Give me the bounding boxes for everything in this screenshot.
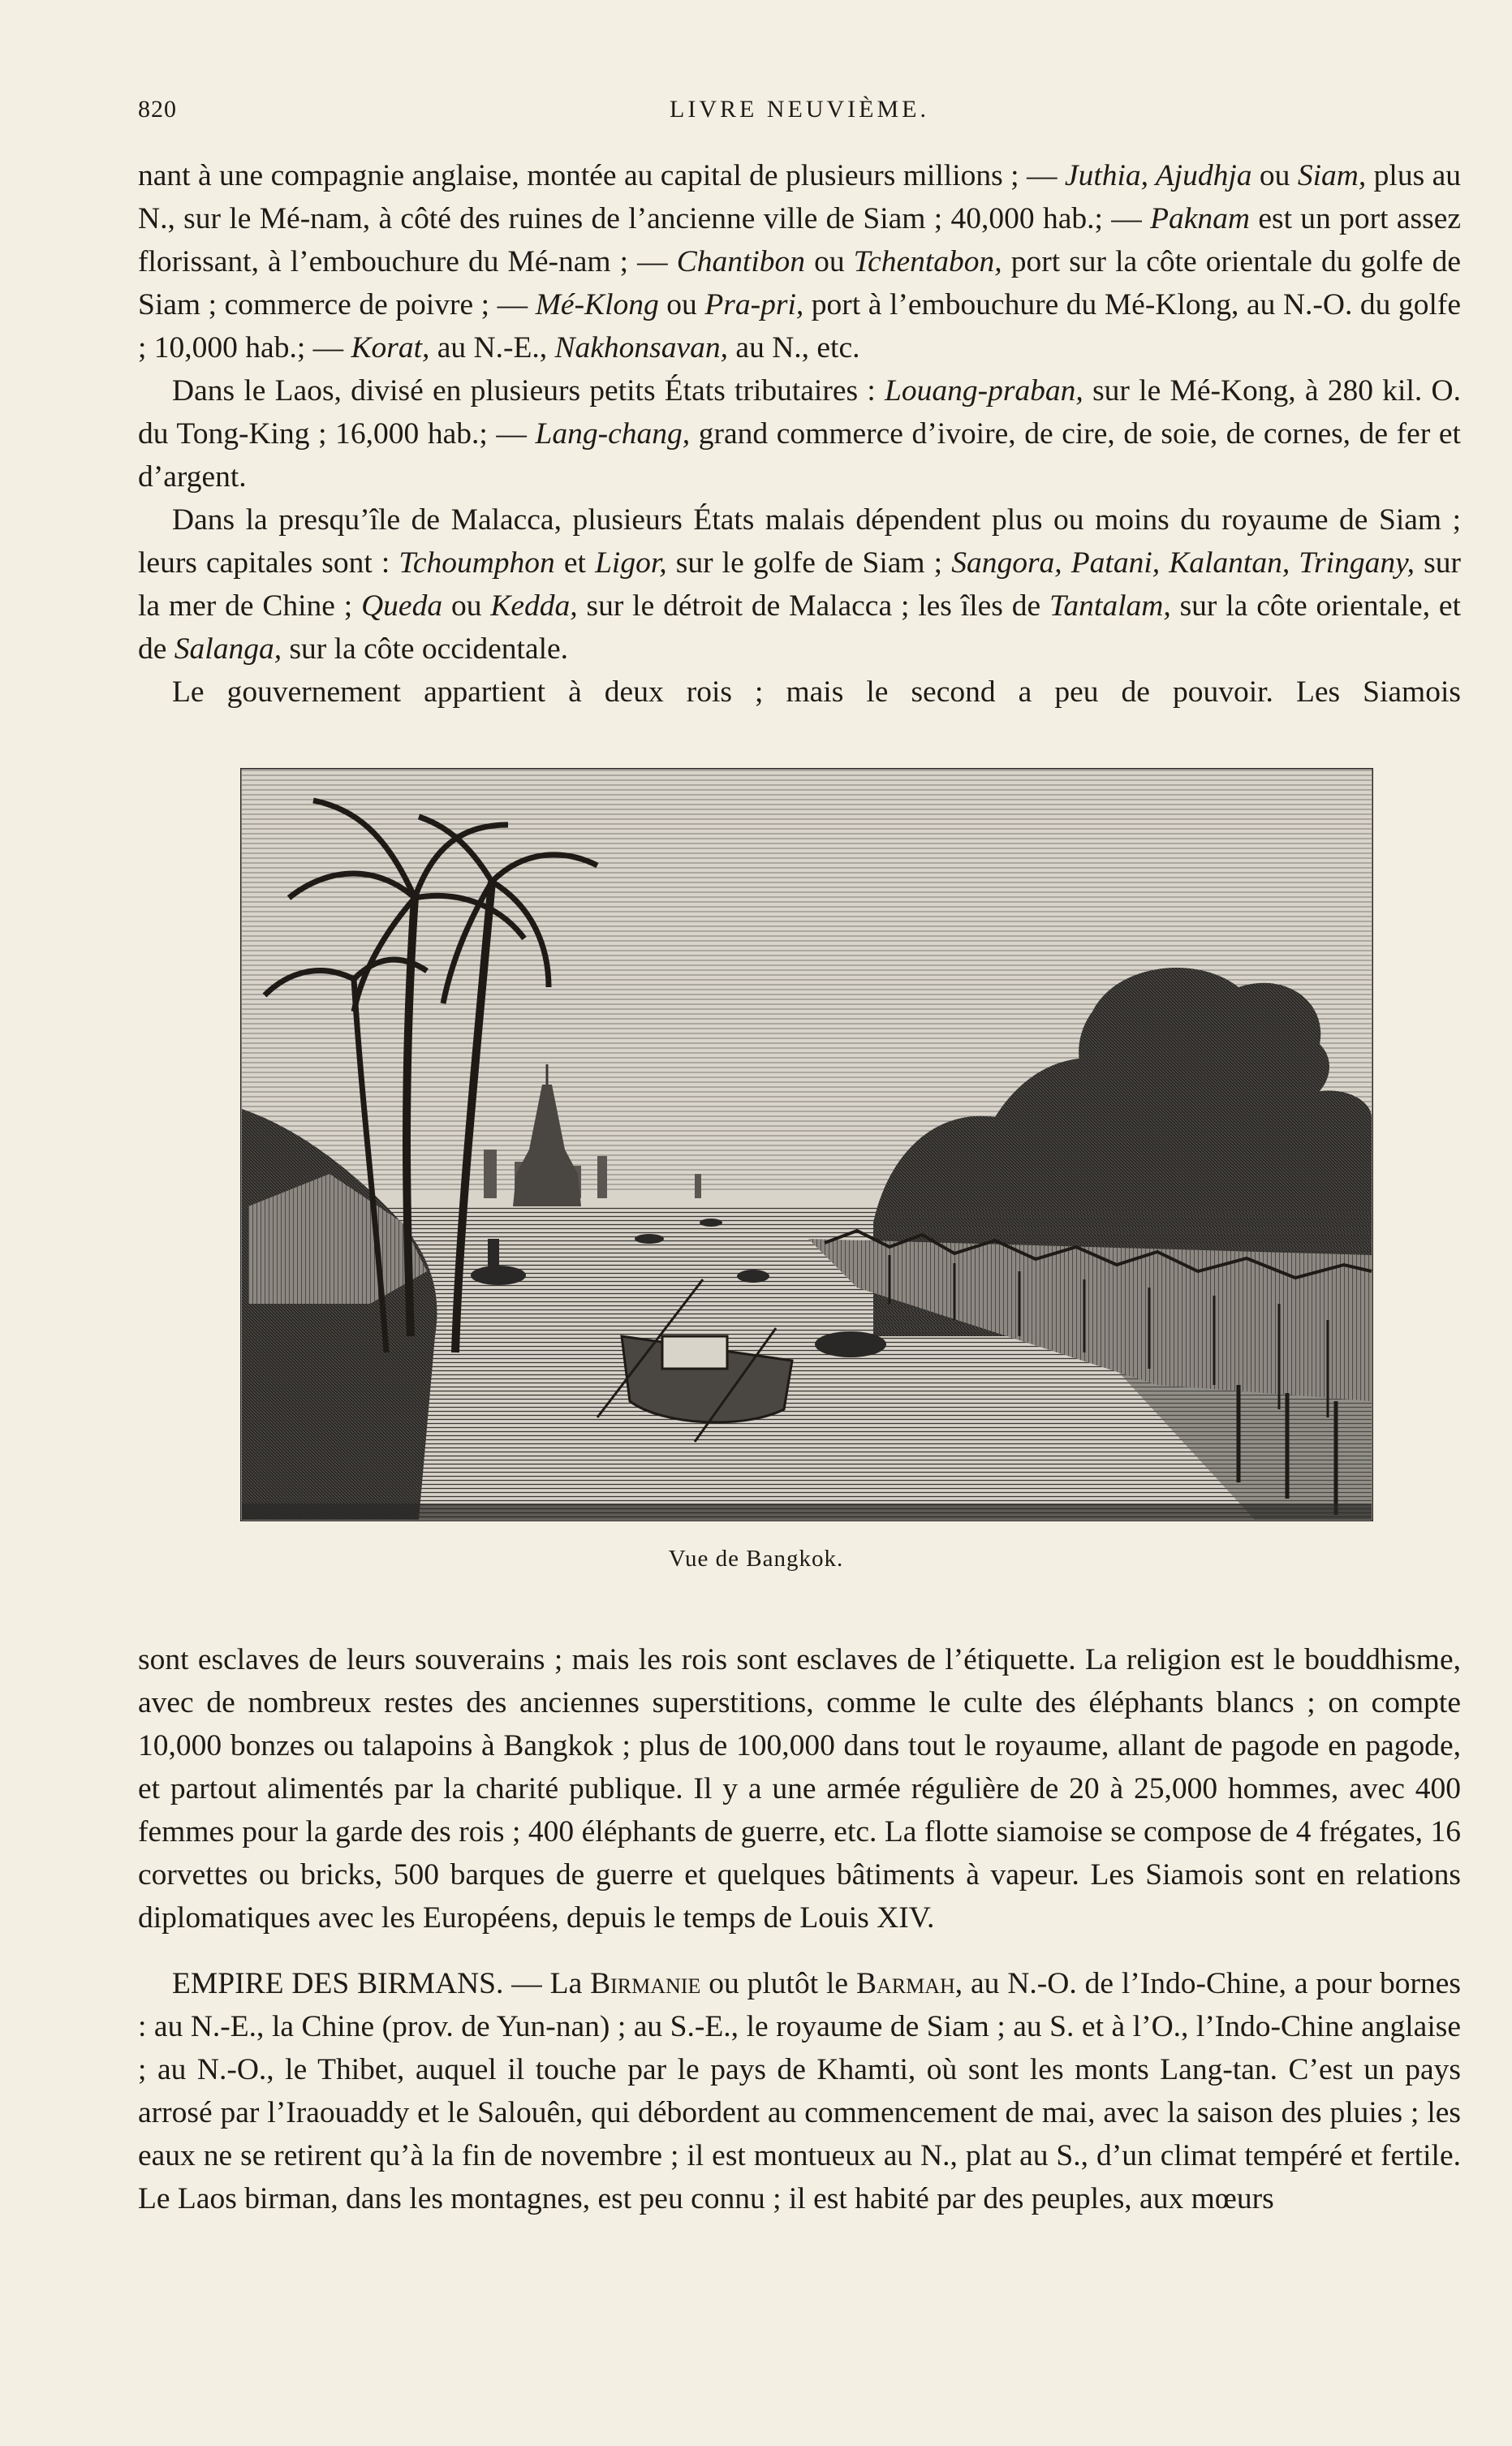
engraving-view-of-bangkok	[240, 768, 1373, 1521]
paragraph-laos: Dans le Laos, divisé en plusieurs petits États tributaires : Louang-praban, sur le Mé-Kong, à 280 kil. O. du Tong-King ; 16,000 hab.; — Lang-chang, grand commerce d’ivoire, de cire, de soie, de cornes, de fer et d’argent.	[138, 374, 1461, 494]
paragraph-siamese-customs: sont esclaves de leurs souverains ; mais les rois sont esclaves de l’étiquette. La religion est le bouddhisme, avec de nombreux restes des anciennes superstitions, comme le culte des éléphants blancs ; on compte 10,000 bonzes ou talapoins à Bangkok ; plus de 100,000 dans tout le royaume, allant de pagode en pagode, et partout alimentés par la charité publique. Il y a une armée régulière de 20 à 25,000 hommes, avec 400 femmes pour la garde des rois ; 400 éléphants de guerre, etc. La flotte siamoise se compose de 4 frégates, 16 corvettes ou bricks, 500 barques de guerre et quelques bâtiments à vapeur. Les Siamois sont en relations diplomatiques avec les Européens, depuis le temps de Louis XIV.	[138, 1643, 1461, 1935]
lower-text-block	[138, 1638, 1461, 2220]
paragraph-malacca: Dans la presqu’île de Malacca, plusieurs États malais dépendent plus ou moins du royaume de Siam ; leurs capitales sont : Tchoumphon et Ligor, sur le golfe de Siam ; Sangora, Patani, Kalantan, Tringany, sur la mer de Chine ; Queda ou Kedda, sur le détroit de Malacca ; les îles de Tantalam, sur la côte orientale, et de Salanga, sur la côte occidentale.	[138, 503, 1461, 666]
running-header	[138, 96, 1461, 133]
paragraph-government: Le gouvernement appartient à deux rois ; mais le second a peu de pouvoir. Les Siamois	[172, 675, 1461, 709]
paragraph-siam-cities: nant à une compagnie anglaise, montée au capital de plusieurs millions ; — Juthia, Ajudhja ou Siam, plus au N., sur le Mé-nam, à côté des ruines de l’ancienne ville de Siam ; 40,000 hab.; — Paknam est un port assez florissant, à l’embouchure du Mé-nam ; — Chantibon ou Tchentabon, port sur la côte orientale du golfe de Siam ; commerce de poivre ; — Mé-Klong ou Pra-pri, port à l’embouchure du Mé-Klong, au N.-O. du golfe ; 10,000 hab.; — Korat, au N.-E., Nakhonsavan, au N., etc.	[138, 159, 1462, 365]
paragraph-burmese-empire: EMPIRE DES BIRMANS. — La Birmanie ou plutôt le Barmah, au N.-O. de l’Indo-Chine, a pour bornes : au N.-E., la Chine (prov. de Yun-nan) ; au S.-E., le royaume de Siam ; au S. et à l’O., l’Indo-Chine anglaise ; au N.-O., le Thibet, auquel il touche par le pays de Khamti, où sont les monts Lang-tan. C’est un pays arrosé par l’Iraouaddy et le Salouên, qui débordent au commencement de mai, avec la saison des pluies ; les eaux ne se retirent qu’à la fin de novembre ; il est montueux au N., plat au S., d’un climat tempéré et fertile. Le Laos birman, dans les montagnes, est peu connu ; il est habité par des peuples, aux mœurs	[138, 1967, 1461, 2215]
running-title: LIVRE NEUVIÈME.	[670, 96, 929, 123]
section-heading: EMPIRE DES BIRMANS.	[172, 1967, 504, 2000]
figure-caption: Vue de Bangkok.	[668, 1546, 844, 1572]
page-number: 820	[138, 96, 177, 123]
upper-text-block	[138, 154, 1461, 714]
